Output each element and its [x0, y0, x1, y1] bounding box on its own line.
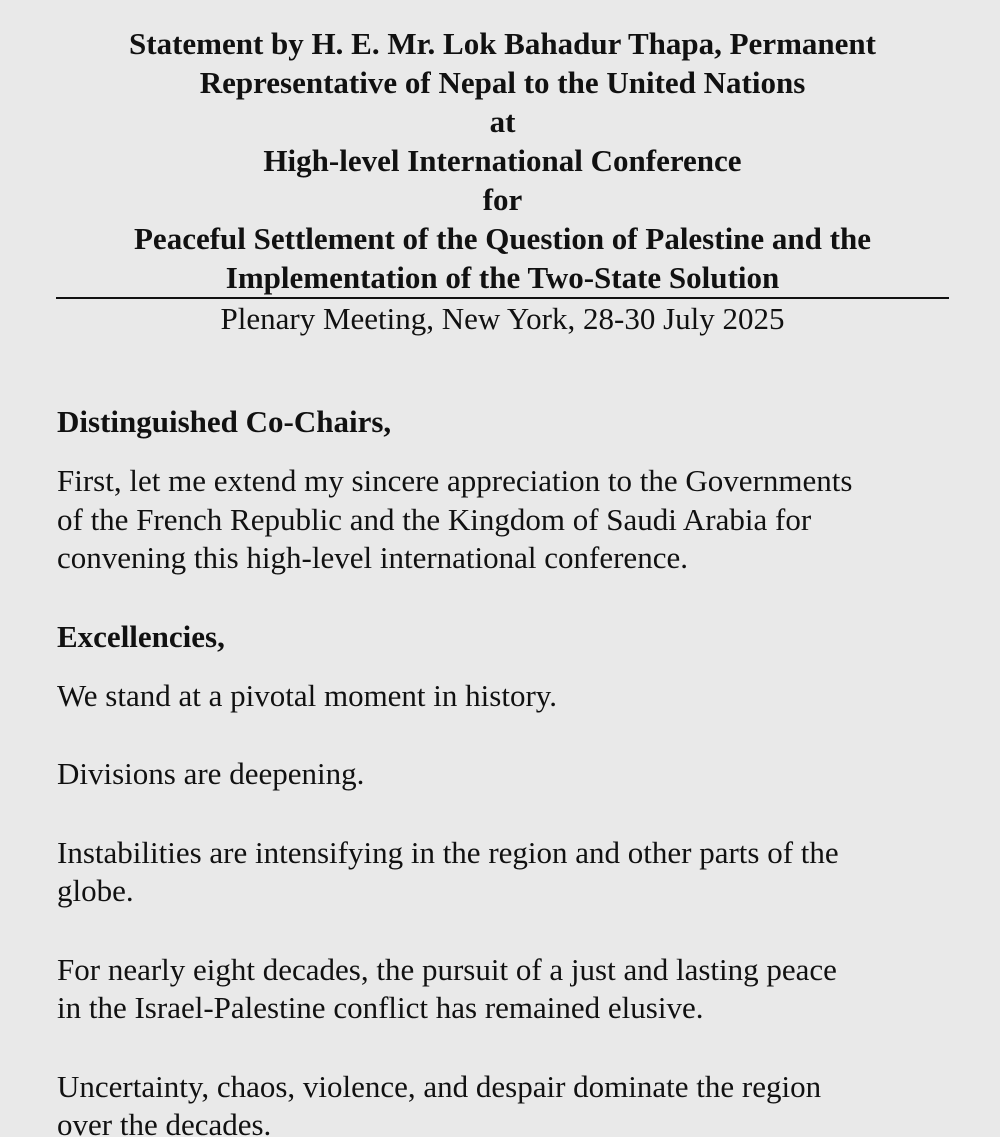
text-line: For nearly eight decades, the pursuit of a just and lasting peace — [57, 951, 837, 987]
text-line: over the decades. — [57, 1107, 272, 1137]
salutation-excellencies: Excellencies, — [57, 618, 225, 654]
header-line: at — [489, 104, 516, 139]
statement-header — [56, 24, 949, 339]
paragraph — [57, 462, 950, 578]
paragraph — [57, 677, 950, 716]
header-line: Peaceful Settlement of the Question of Palestine and the — [134, 221, 871, 256]
text-line: in the Israel-Palestine conflict has remained elusive. — [57, 990, 704, 1025]
text-line: First, let me extend my sincere appreciation to the Governments — [57, 463, 853, 498]
header-line: for — [482, 182, 523, 217]
text-line: We stand at a pivotal moment in history. — [57, 677, 558, 713]
paragraph — [57, 951, 950, 1028]
text-line: globe. — [57, 873, 134, 908]
header-line: High-level International Conference — [263, 143, 742, 178]
text-line: of the French Republic and the Kingdom of Saudi Arabia for — [57, 501, 812, 537]
paragraph — [57, 1068, 950, 1137]
salutation-co-chairs: Distinguished Co-Chairs, — [57, 404, 392, 439]
text-line: Uncertainty, chaos, violence, and despair dominate the region — [57, 1068, 822, 1104]
header-line: Implementation of the Two-State Solution — [225, 260, 780, 295]
text-line: convening this high-level international conference. — [57, 540, 688, 575]
header-line: Statement by H. E. Mr. Lok Bahadur Thapa, Permanent — [129, 26, 876, 61]
text-line: Instabilities are intensifying in the region and other parts of the — [57, 834, 839, 870]
paragraph — [57, 834, 950, 911]
meeting-info: Plenary Meeting, New York, 28-30 July 2025 — [220, 301, 785, 336]
paragraph — [57, 755, 950, 794]
text-line: Divisions are deepening. — [57, 756, 365, 791]
header-line: Representative of Nepal to the United Nations — [199, 65, 806, 100]
statement-body — [57, 403, 950, 1137]
